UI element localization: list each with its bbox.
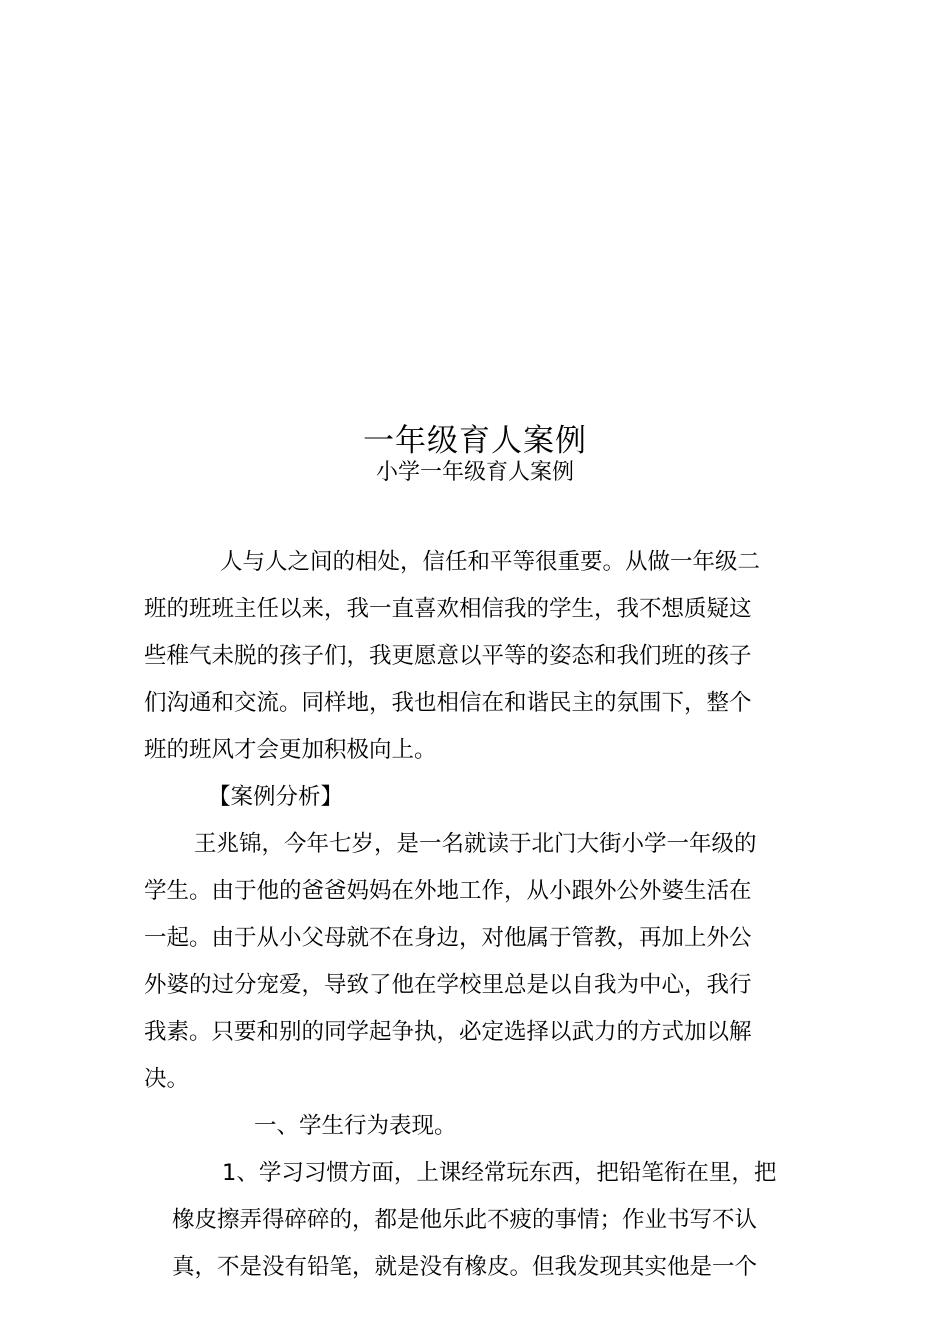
section-heading: 一、学生行为表现。 (254, 1113, 457, 1139)
intro-line-1: 人与人之间的相处，信任和平等很重要。从做一年级二 (220, 549, 761, 575)
analysis-line-2: 学生。由于他的爸爸妈妈在外地工作，从小跟外公外婆生活在 (144, 878, 752, 904)
intro-line-2: 班的班班主任以来，我一直喜欢相信我的学生，我不想质疑这 (144, 596, 752, 622)
analysis-line-3: 一起。由于从小父母就不在身边，对他属于管教，再加上外公 (144, 925, 752, 951)
document-subtitle: 小学一年级育人案例 (375, 460, 574, 485)
item1-line-2: 橡皮擦弄得碎碎的，都是他乐此不疲的事情；作业书写不认 (172, 1207, 758, 1233)
item1-line-3: 真，不是没有铅笔，就是没有橡皮。但我发现其实他是一个 (172, 1254, 758, 1280)
analysis-line-5: 我素。只要和别的同学起争执，必定选择以武力的方式加以解 (144, 1019, 752, 1045)
analysis-line-4: 外婆的过分宠爱，导致了他在学校里总是以自我为中心，我行 (144, 972, 752, 998)
analysis-line-1: 王兆锦，今年七岁，是一名就读于北门大街小学一年级的 (194, 831, 757, 857)
analysis-line-6: 决。 (144, 1066, 190, 1092)
intro-line-4: 们沟通和交流。同样地，我也相信在和谐民主的氛围下，整个 (144, 690, 752, 716)
intro-line-3: 些稚气未脱的孩子们，我更愿意以平等的姿态和我们班的孩子 (144, 643, 752, 669)
document-title: 一年级育人案例 (363, 423, 587, 459)
intro-line-5: 班的班风才会更加积极向上。 (144, 737, 437, 763)
item1-line-1: 1、学习习惯方面，上课经常玩东西，把铅笔衔在里，把 (222, 1160, 777, 1186)
analysis-heading: 【案例分析】 (208, 784, 344, 810)
